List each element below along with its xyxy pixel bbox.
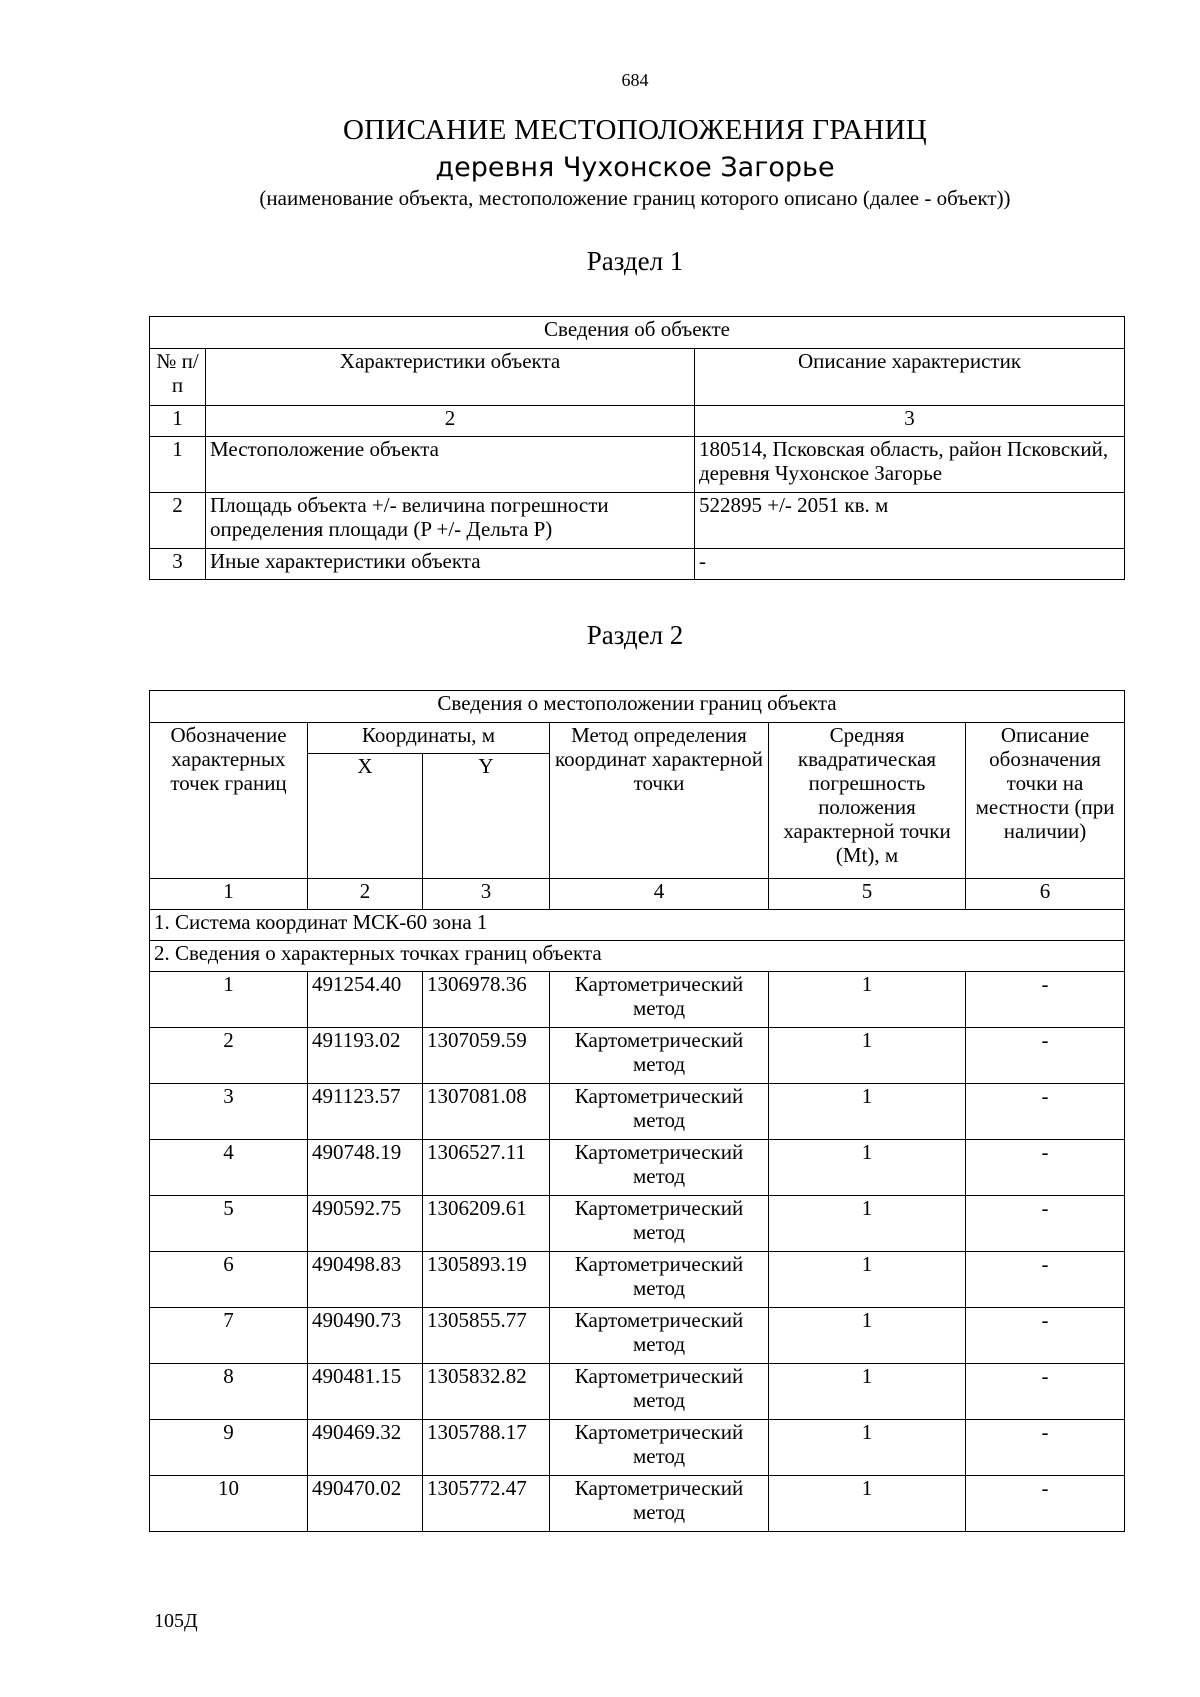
row-number: 1 — [150, 437, 206, 493]
table-row — [150, 1364, 1125, 1420]
footer-code: 105Д — [154, 1610, 198, 1632]
point-mt: 1 — [769, 972, 966, 1028]
point-y: 1305855.77 — [423, 1308, 550, 1364]
table-row — [150, 1476, 1125, 1532]
point-y: 1306209.61 — [423, 1196, 550, 1252]
point-mt: 1 — [769, 1028, 966, 1084]
page-number: 684 — [621, 70, 649, 90]
col-number: 2 — [206, 406, 695, 437]
table-title: Сведения о местоположении границ объекта — [150, 691, 1125, 723]
point-method: Картометрический метод — [550, 1140, 769, 1196]
point-description: - — [966, 1420, 1125, 1476]
table-row — [150, 1196, 1125, 1252]
point-y: 1305772.47 — [423, 1476, 550, 1532]
point-mt: 1 — [769, 1476, 966, 1532]
point-id: 1 — [150, 972, 308, 1028]
point-x: 490470.02 — [308, 1476, 423, 1532]
point-mt: 1 — [769, 1364, 966, 1420]
header-coordinates: Координаты, м — [308, 723, 550, 754]
point-mt: 1 — [769, 1308, 966, 1364]
row-description: 522895 +/- 2051 кв. м — [695, 493, 1125, 549]
point-method: Картометрический метод — [550, 1364, 769, 1420]
table-row — [150, 1308, 1125, 1364]
point-y: 1307059.59 — [423, 1028, 550, 1084]
point-x: 490592.75 — [308, 1196, 423, 1252]
coordinate-system: 1. Система координат МСК-60 зона 1 — [150, 910, 1125, 941]
point-description: - — [966, 1140, 1125, 1196]
row-description: 180514, Псковская область, район Псковский, деревня Чухонское Загорье — [695, 437, 1125, 493]
point-mt: 1 — [769, 1084, 966, 1140]
col-number: 4 — [550, 879, 769, 910]
row-number: 3 — [150, 549, 206, 580]
table-row — [150, 1252, 1125, 1308]
row-description: - — [695, 549, 1125, 580]
point-id: 5 — [150, 1196, 308, 1252]
point-x: 491254.40 — [308, 972, 423, 1028]
point-method: Картометрический метод — [550, 1196, 769, 1252]
col-number: 5 — [769, 879, 966, 910]
point-description: - — [966, 972, 1125, 1028]
object-name: деревня Чухонское Загорье — [435, 152, 835, 183]
object-name-note: (наименование объекта, местоположение границ которого описано (далее - объект)) — [259, 186, 1011, 210]
points-section-title: 2. Сведения о характерных точках границ объекта — [150, 941, 1125, 972]
point-id: 9 — [150, 1420, 308, 1476]
point-method: Картометрический метод — [550, 1028, 769, 1084]
point-description: - — [966, 1196, 1125, 1252]
header-method: Метод определения координат характерной точки — [550, 723, 769, 879]
col-number: 6 — [966, 879, 1125, 910]
point-x: 491123.57 — [308, 1084, 423, 1140]
point-method: Картометрический метод — [550, 1420, 769, 1476]
point-mt: 1 — [769, 1196, 966, 1252]
row-characteristic: Иные характеристики объекта — [206, 549, 695, 580]
col-number: 1 — [150, 879, 308, 910]
point-id: 10 — [150, 1476, 308, 1532]
point-description: - — [966, 1084, 1125, 1140]
document-title: ОПИСАНИЕ МЕСТОПОЛОЖЕНИЯ ГРАНИЦ — [342, 114, 928, 146]
point-method: Картометрический метод — [550, 1476, 769, 1532]
point-x: 490498.83 — [308, 1252, 423, 1308]
header-characteristic: Характеристики объекта — [206, 349, 695, 406]
point-x: 490490.73 — [308, 1308, 423, 1364]
object-info-table — [149, 316, 1125, 580]
table-row — [150, 1028, 1125, 1084]
table-row — [150, 1420, 1125, 1476]
point-y: 1307081.08 — [423, 1084, 550, 1140]
header-point-designation: Обозначение характерных точек границ — [150, 723, 308, 879]
section-1-heading: Раздел 1 — [586, 246, 684, 276]
point-id: 8 — [150, 1364, 308, 1420]
row-characteristic: Площадь объекта +/- величина погрешности определения площади (P +/- Дельта P) — [206, 493, 695, 549]
table-row — [150, 549, 1125, 580]
point-mt: 1 — [769, 1420, 966, 1476]
header-mean-error: Средняя квадратическая погрешность положения характерной точки (Mt), м — [769, 723, 966, 879]
header-number: № п/п — [150, 349, 206, 406]
point-y: 1306527.11 — [423, 1140, 550, 1196]
point-id: 7 — [150, 1308, 308, 1364]
table-row — [150, 493, 1125, 549]
point-mt: 1 — [769, 1252, 966, 1308]
point-description: - — [966, 1476, 1125, 1532]
point-y: 1305893.19 — [423, 1252, 550, 1308]
table-row — [150, 437, 1125, 493]
point-method: Картометрический метод — [550, 1252, 769, 1308]
header-point-description: Описание обозначения точки на местности (при наличии) — [966, 723, 1125, 879]
col-number: 1 — [150, 406, 206, 437]
row-characteristic: Местоположение объекта — [206, 437, 695, 493]
point-id: 6 — [150, 1252, 308, 1308]
section-2-heading: Раздел 2 — [586, 620, 684, 650]
header-y: Y — [423, 754, 550, 879]
point-x: 490748.19 — [308, 1140, 423, 1196]
point-description: - — [966, 1252, 1125, 1308]
point-id: 4 — [150, 1140, 308, 1196]
point-method: Картометрический метод — [550, 1308, 769, 1364]
col-number: 2 — [308, 879, 423, 910]
point-x: 490469.32 — [308, 1420, 423, 1476]
row-number: 2 — [150, 493, 206, 549]
point-mt: 1 — [769, 1140, 966, 1196]
table-row — [150, 972, 1125, 1028]
header-description: Описание характеристик — [695, 349, 1125, 406]
point-method: Картометрический метод — [550, 1084, 769, 1140]
table-row — [150, 1140, 1125, 1196]
point-y: 1305788.17 — [423, 1420, 550, 1476]
point-id: 3 — [150, 1084, 308, 1140]
points-list — [150, 972, 1125, 1532]
table-title: Сведения об объекте — [150, 317, 1125, 349]
point-method: Картометрический метод — [550, 972, 769, 1028]
point-description: - — [966, 1308, 1125, 1364]
point-y: 1306978.36 — [423, 972, 550, 1028]
header-x: X — [308, 754, 423, 879]
point-y: 1305832.82 — [423, 1364, 550, 1420]
boundary-points-table — [149, 690, 1125, 1532]
point-description: - — [966, 1028, 1125, 1084]
point-x: 490481.15 — [308, 1364, 423, 1420]
point-id: 2 — [150, 1028, 308, 1084]
table-row — [150, 1084, 1125, 1140]
point-x: 491193.02 — [308, 1028, 423, 1084]
col-number: 3 — [423, 879, 550, 910]
point-description: - — [966, 1364, 1125, 1420]
col-number: 3 — [695, 406, 1125, 437]
